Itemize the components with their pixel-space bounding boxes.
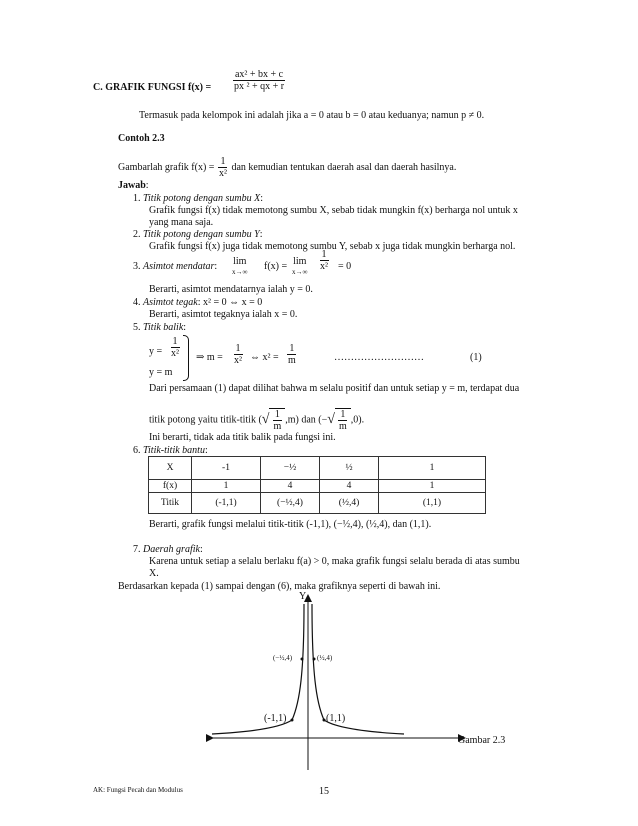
sys-frac-wrap	[169, 336, 181, 359]
table-cell: (1,1)	[379, 493, 486, 514]
table-cell: Titik	[149, 493, 192, 514]
sys-frac3-num: 1	[289, 343, 295, 354]
answer-label-text: Jawab	[118, 180, 146, 191]
prompt-post: dan kemudian tentukan daerah asal dan daerah hasilnya.	[231, 161, 457, 173]
step-1-line-2: yang mana saja.	[149, 217, 214, 228]
sys-frac2-wrap	[232, 343, 244, 366]
prompt-pre: Gambarlah grafik f(x) =	[118, 161, 215, 173]
step-2-title: Titik potong dengan sumbu Y	[143, 229, 260, 240]
step-3: 3. Asimtot mendatar:	[133, 261, 218, 272]
lim-frac	[318, 249, 330, 272]
step-7-num: 7.	[133, 544, 141, 555]
sqrt-2-den: m	[338, 421, 347, 432]
heading-frac	[232, 69, 286, 92]
point-left-bottom	[291, 719, 294, 722]
sys-dots: ………………………	[334, 352, 424, 363]
table-cell: (−½,4)	[261, 493, 320, 514]
example-title: Contoh 2.3	[118, 133, 165, 144]
sys-frac-num: 1	[172, 336, 178, 347]
answer-label	[118, 180, 149, 192]
table-cell: f(x)	[149, 480, 192, 493]
sys-frac	[169, 336, 181, 359]
sys-implies: ⇒ m =	[196, 352, 223, 363]
step-5: 5. Titik balik:	[133, 322, 187, 333]
lim-2-sub: x→∞	[292, 268, 308, 276]
sys-iff: ⇔ x² =	[250, 352, 279, 363]
step-6-colon: :	[204, 445, 208, 456]
y-axis-label: Y	[299, 591, 307, 602]
sqrt-1: √ $\frac{1}{m}$	[262, 408, 285, 432]
footer-title: AK: Fungsi Pecah dan Modulus	[93, 786, 183, 794]
table-cell: 4	[261, 480, 320, 493]
heading-frac-den: px ² + qx + r	[234, 81, 285, 92]
sys-frac2-num: 1	[235, 343, 241, 354]
aux-table-wrap	[148, 456, 486, 514]
answer-colon: :	[145, 180, 149, 191]
step-2-line-1: Grafik fungsi f(x) juga tidak memotong sumbu Y, sebab x juga tidak mungkin berharga nol.	[149, 241, 516, 252]
sys-frac3-den: m	[288, 355, 296, 366]
step-4-num: 4.	[133, 297, 141, 308]
system-brace	[183, 335, 189, 381]
step-5-para-3: Ini berarti, tidak ada titik balik pada fungsi ini.	[149, 432, 336, 443]
step-1-num: 1.	[133, 193, 141, 204]
step-1-title: Titik potong dengan sumbu X	[143, 193, 261, 204]
sys-frac3	[286, 343, 298, 366]
lim-1-sub: x→∞	[232, 268, 248, 276]
lim-frac-den: x²	[320, 261, 328, 272]
sys-ref: (1)	[470, 352, 482, 363]
lim-eq0: = 0	[338, 261, 352, 272]
table-row	[149, 457, 486, 480]
sys-frac3-wrap	[286, 343, 298, 366]
lim-1	[232, 256, 248, 276]
lim-1-word: lim	[233, 256, 247, 267]
point-left-top	[301, 658, 304, 661]
lim-2	[292, 256, 308, 276]
table-cell: X	[149, 457, 192, 480]
table-cell: -1	[192, 457, 261, 480]
prompt-frac-num: 1	[220, 156, 226, 167]
label-left-top: (−½,4)	[273, 654, 293, 662]
step-2-num: 2.	[133, 229, 141, 240]
sqrt-1-den: m	[273, 421, 282, 432]
table-cell: 4	[320, 480, 379, 493]
table-row	[149, 493, 486, 514]
step-1: 1. Titik potong dengan sumbu X:	[133, 193, 264, 204]
page-number: 15	[319, 786, 329, 797]
step-6-after: Berarti, grafik fungsi melalui titik-titik (-1,1), (−½,4), (½,4), dan (1,1).	[149, 519, 432, 530]
sys-y-eq: y =	[149, 346, 163, 357]
sqrt-2: √ $\frac{1}{m}$	[327, 408, 350, 432]
table-cell: −½	[261, 457, 320, 480]
heading-frac-num: ax² + bx + c	[234, 69, 284, 80]
step-4	[133, 297, 262, 309]
graph-figure	[200, 592, 470, 772]
sys-frac2	[232, 343, 244, 366]
step-4-eq: : x² = 0 ⇔ x = 0	[197, 297, 263, 308]
lim-frac-wrap	[318, 249, 330, 272]
step-3-line-2: Berarti, asimtot mendatarnya ialah y = 0.	[149, 284, 313, 295]
step-6-title: Titik-titik bantu	[143, 445, 205, 456]
curve-left	[212, 604, 304, 734]
lim-2-word: lim	[293, 256, 307, 267]
step-5-num: 5.	[133, 322, 141, 333]
section-heading	[93, 82, 211, 94]
step-7: 7. Daerah grafik:	[133, 544, 203, 555]
table-row	[149, 480, 486, 493]
lim-fx: f(x) =	[264, 261, 288, 272]
table-cell: (-1,1)	[192, 493, 261, 514]
heading-text: C. GRAFIK FUNGSI f(x) =	[93, 82, 212, 93]
table-cell: 1	[192, 480, 261, 493]
heading-fraction	[232, 69, 286, 92]
step-3-title: Asimtot mendatar	[143, 261, 215, 272]
label-right-bottom: (1,1)	[326, 713, 346, 724]
step-1-line-1: Grafik fungsi f(x) tidak memotong sumbu X, sebab tidak mungkin f(x) berharga nol untuk x	[149, 205, 518, 216]
sqrt-2-num: 1	[340, 409, 346, 420]
step-5-para-2	[149, 408, 364, 432]
table-cell: ½	[320, 457, 379, 480]
conclusion: Berdasarkan kepada (1) sampai dengan (6), maka grafiknya seperti di bawah ini.	[118, 581, 441, 592]
step-3-num: 3.	[133, 261, 141, 272]
step-4-line-2: Berarti, asimtot tegaknya ialah x = 0.	[149, 309, 298, 320]
step-5-para-1: Dari persamaan (1) dapat dilihat bahwa m selalu positif dan untuk setiap y = m, terdapat dua	[149, 383, 520, 394]
label-left-bottom: (-1,1)	[264, 713, 287, 724]
prompt-frac	[217, 156, 229, 179]
lim-frac-num: 1	[321, 249, 327, 260]
step-5-title: Titik balik	[143, 322, 184, 333]
section-note: Termasuk pada kelompok ini adalah jika a = 0 atau b = 0 atau keduanya; namun p ≠ 0.	[139, 110, 485, 121]
para2-c: ,0).	[350, 414, 365, 426]
table-cell: (½,4)	[320, 493, 379, 514]
sys-frac-den: x²	[171, 348, 179, 359]
step-4-title: Asimtot tegak	[143, 297, 198, 308]
prompt-frac-den: x²	[218, 168, 227, 179]
para2-a: titik potong yaitu titik-titik (	[149, 414, 262, 426]
sys-y-m: y = m	[149, 367, 173, 378]
table-cell: 1	[379, 480, 486, 493]
para2-b: ,m) dan (−	[285, 414, 328, 426]
step-7-line-2: X.	[149, 568, 159, 579]
point-right-top	[313, 658, 316, 661]
step-7-title: Daerah grafik	[143, 544, 200, 555]
step-2: 2. Titik potong dengan sumbu Y:	[133, 229, 263, 240]
figure-caption: Gambar 2.3	[458, 735, 506, 746]
label-right-top: (½,4)	[317, 654, 333, 662]
example-prompt	[118, 156, 456, 179]
sys-frac2-den: x²	[234, 355, 242, 366]
table-cell: 1	[379, 457, 486, 480]
step-7-line-1: Karena untuk setiap a selalu berlaku f(a) > 0, maka grafik fungsi selalu berada di atas sumbu	[149, 556, 520, 567]
sqrt-1-num: 1	[274, 409, 280, 420]
aux-table	[148, 456, 486, 514]
step-6-num: 6.	[133, 445, 141, 456]
